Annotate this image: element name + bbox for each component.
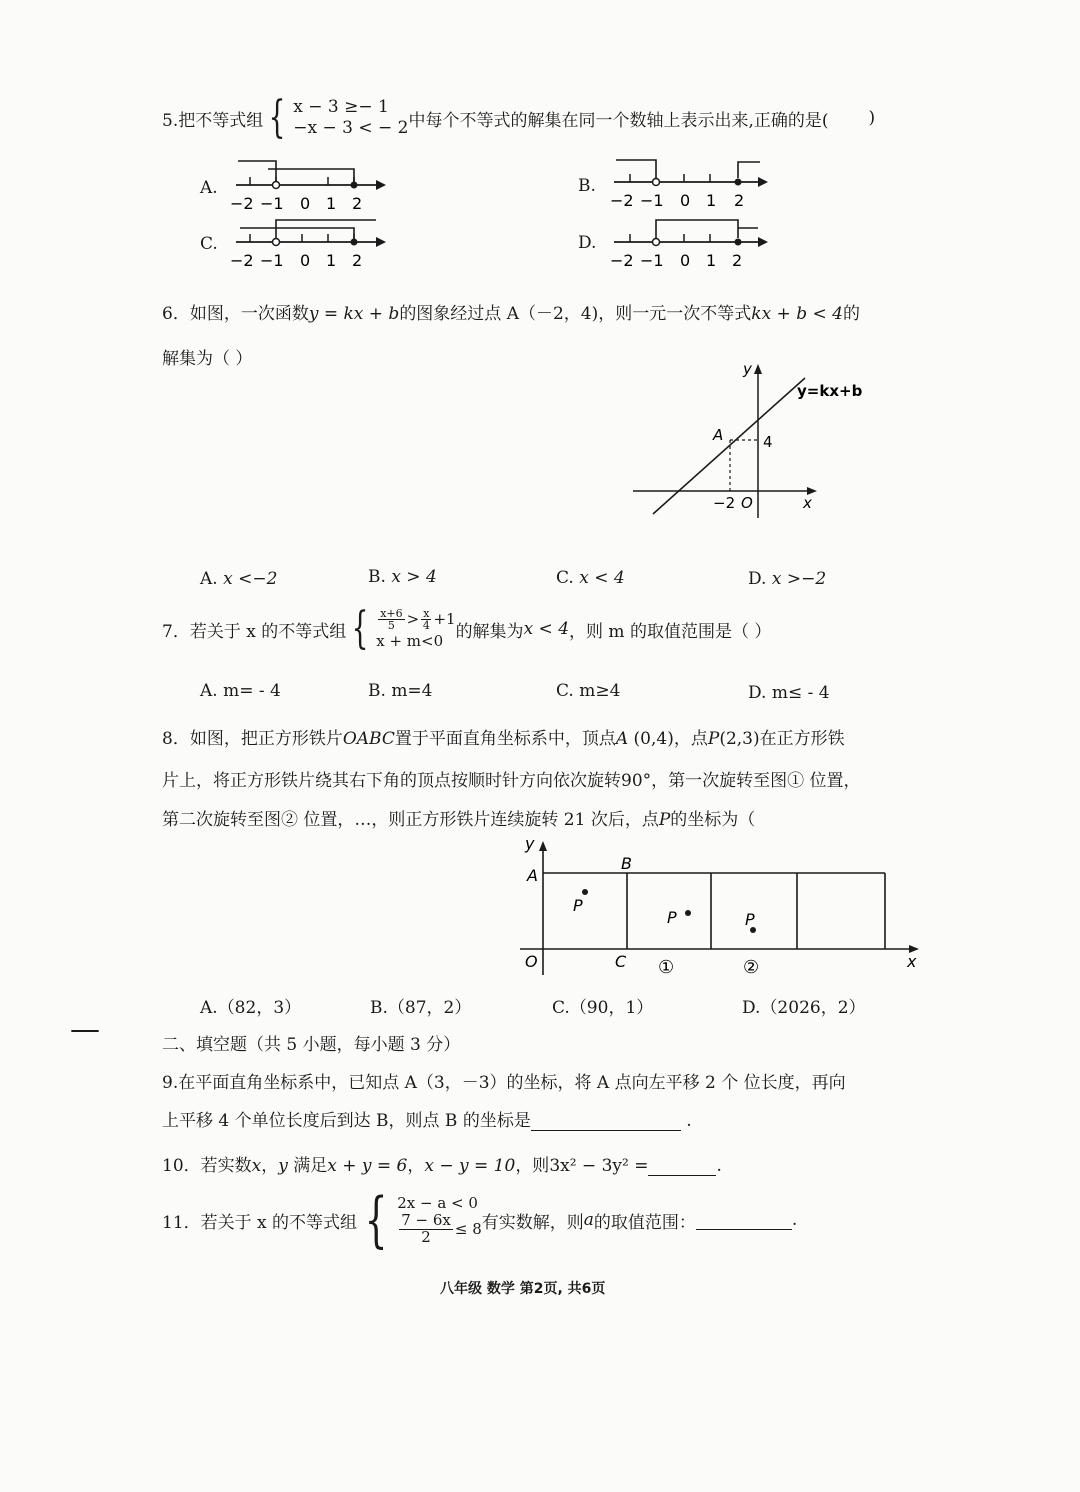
q5-system	[263, 92, 409, 143]
q11-le: ≤ 8	[454, 1220, 482, 1238]
q7-option-a[interactable]: A. m= - 4	[200, 681, 281, 701]
q6-x-axis-label: x	[803, 494, 812, 512]
q5-close-paren: )	[868, 108, 876, 128]
q5-numberline-c	[228, 212, 393, 270]
q8-c-label: C	[615, 952, 627, 971]
q5-suffix: 中每个不等式的解集在同一个数轴上表示出来,正确的是(	[408, 110, 829, 131]
q7-ineq2: x + m<0	[376, 631, 444, 650]
tick-label: 1	[326, 251, 337, 270]
tick-label: −2	[230, 194, 254, 213]
q7-prefix: 7．若关于 x 的不等式组	[162, 621, 347, 642]
q11-stem: 11．若关于 x 的不等式组 { 2x − a < 0 $\frac{7 - 6x}{2}$ ≤ 8 有实数解，则 a 的取值范围： .	[162, 1185, 798, 1255]
q8-p-label: P	[745, 910, 755, 929]
page-footer: 八年级 数学 第2页, 共6页	[440, 1281, 606, 1297]
q11-system: { 2x − a < 0 $\frac{7 - 6x}{2}$ ≤ 8	[364, 1185, 482, 1255]
q8-stem-line2: 片上，将正方形铁片绕其右下角的顶点按顺时针方向依次旋转90°，第一次旋转至图① 位置，	[162, 771, 861, 791]
q6-x-value-label: −2	[713, 494, 736, 512]
q7-suffix2: ，则 m 的取值范围是（ ）	[569, 621, 772, 642]
q8-stem-line3: 第二次旋转至图② 位置，…，则正方形铁片连续旋转 21 次后，点P的坐标为（	[162, 810, 756, 830]
tick-label: −1	[260, 194, 284, 213]
q7-cond: x < 4	[523, 619, 570, 639]
q5-stem	[162, 92, 876, 143]
q8-option-b[interactable]: B.（87，2）	[370, 998, 472, 1018]
tick-label: −2	[230, 251, 254, 270]
tick-label: 2	[352, 194, 363, 213]
q11-answer-blank[interactable]	[696, 1211, 792, 1230]
q8-circle-2-label: ②	[743, 957, 760, 978]
q6-y-value-label: 4	[763, 433, 773, 451]
tick-label: 0	[680, 251, 691, 270]
q8-option-c[interactable]: C.（90，1）	[552, 998, 654, 1018]
q6-option-d[interactable]: D. x >−2	[748, 569, 827, 589]
q10-stem: 10．若实数x，y 满足x + y = 6，x − y = 10，则3x² − 3y² = .	[162, 1156, 722, 1176]
q7-stem	[162, 603, 772, 654]
tick-label: −1	[640, 191, 664, 210]
q5-numberline-b	[606, 152, 776, 210]
q6-function: y = kx + b	[308, 304, 400, 324]
q8-circle-1-label: ①	[658, 957, 675, 978]
q5-numberline-a	[228, 155, 393, 213]
q5-brace: {	[268, 92, 286, 143]
tick-label: 2	[734, 191, 745, 210]
tick-label: −1	[260, 251, 284, 270]
q5-numberline-d	[606, 212, 776, 270]
q5-ineq2: −x − 3 < − 2	[293, 118, 409, 138]
q5-option-b-label[interactable]: B.	[578, 176, 596, 196]
q5-prefix: 5.把不等式组	[162, 110, 264, 131]
q7-suffix1: 的解集为	[455, 621, 524, 642]
q8-y-label: y	[525, 835, 535, 853]
q11-ineq1: 2x − a < 0	[397, 1194, 478, 1213]
q5-option-a-label[interactable]: A.	[200, 178, 218, 198]
tick-label: −1	[640, 251, 664, 270]
q5-option-d-label[interactable]: D.	[578, 233, 597, 253]
q6-stem-line1	[162, 299, 860, 324]
q7-plus-one: +1	[433, 610, 456, 629]
tick-label: 0	[300, 251, 311, 270]
q8-o-label: O	[525, 952, 538, 971]
q6-text2: 的图象经过点 A（－2，4)，则一元一次不等式	[399, 304, 752, 324]
tick-label: −2	[610, 251, 634, 270]
q6-text1: 6．如图，一次函数	[162, 304, 309, 324]
q7-option-b[interactable]: B. m=4	[368, 681, 433, 701]
section-title: 二、填空题（共 5 小题，每小题 3 分）	[162, 1035, 461, 1055]
margin-mark: —	[70, 1012, 100, 1047]
q6-inequality: kx + b < 4	[751, 304, 843, 324]
tick-label: 1	[326, 194, 337, 213]
tick-label: 0	[300, 194, 311, 213]
q7-fraction2: $\frac{x}{4}$	[422, 606, 430, 633]
q8-option-d[interactable]: D.（2026，2）	[742, 998, 866, 1018]
q6-option-c[interactable]: C. x < 4	[556, 568, 625, 588]
q6-point-a-label: A	[713, 426, 724, 444]
q9-line1: 9.在平面直角坐标系中，已知点 A（3，－3）的坐标，将 A 点向左平移 2 个 位长度，再向	[162, 1073, 846, 1093]
q6-origin-label: O	[741, 494, 753, 512]
q8-p-label: P	[667, 908, 677, 927]
tick-label: −2	[610, 191, 634, 210]
q8-a-label: A	[527, 866, 538, 885]
tick-label: 1	[706, 191, 717, 210]
q6-y-axis-label: y	[743, 360, 752, 378]
q6-text3: 的	[842, 304, 860, 324]
q11-fraction: $\frac{7 - 6x}{2}$	[401, 1211, 451, 1246]
tick-label: 1	[706, 251, 717, 270]
q8-b-label: B	[621, 854, 632, 873]
q5-option-c-label[interactable]: C.	[200, 234, 218, 254]
q9-line2: 上平移 4 个单位长度后到达 B，则点 B 的坐标是 .	[162, 1111, 692, 1131]
q8-stem-line1: 8．如图，把正方形铁片OABC置于平面直角坐标系中，顶点A (0,4)，点P(2,3)在正方形铁	[162, 729, 845, 749]
tick-label: 0	[680, 191, 691, 210]
q6-graph	[625, 358, 885, 523]
q10-answer-blank[interactable]	[648, 1157, 716, 1176]
q6-line-label: y=kx+b	[797, 382, 863, 400]
tick-label: 2	[352, 251, 363, 270]
q7-gt: >	[406, 610, 420, 629]
q6-option-a[interactable]: A. x <−2	[200, 569, 278, 589]
q7-option-c[interactable]: C. m≥4	[556, 681, 621, 701]
q6-option-b[interactable]: B. x > 4	[368, 567, 437, 587]
q9-answer-blank[interactable]	[531, 1112, 681, 1131]
q7-fraction1: $\frac{x+6}{5}$	[380, 606, 403, 633]
q8-option-a[interactable]: A.（82，3）	[200, 998, 302, 1018]
q7-brace: {	[351, 603, 369, 654]
q5-ineq1: x − 3 ≥− 1	[293, 96, 389, 117]
q8-figure	[515, 835, 925, 980]
q8-p-label: P	[573, 896, 583, 915]
q6-stem-line2: 解集为（ ）	[162, 349, 253, 369]
tick-label: 2	[732, 251, 743, 270]
q7-system	[346, 603, 456, 654]
q8-x-label: x	[907, 952, 917, 971]
q7-option-d[interactable]: D. m≤ - 4	[748, 683, 830, 703]
